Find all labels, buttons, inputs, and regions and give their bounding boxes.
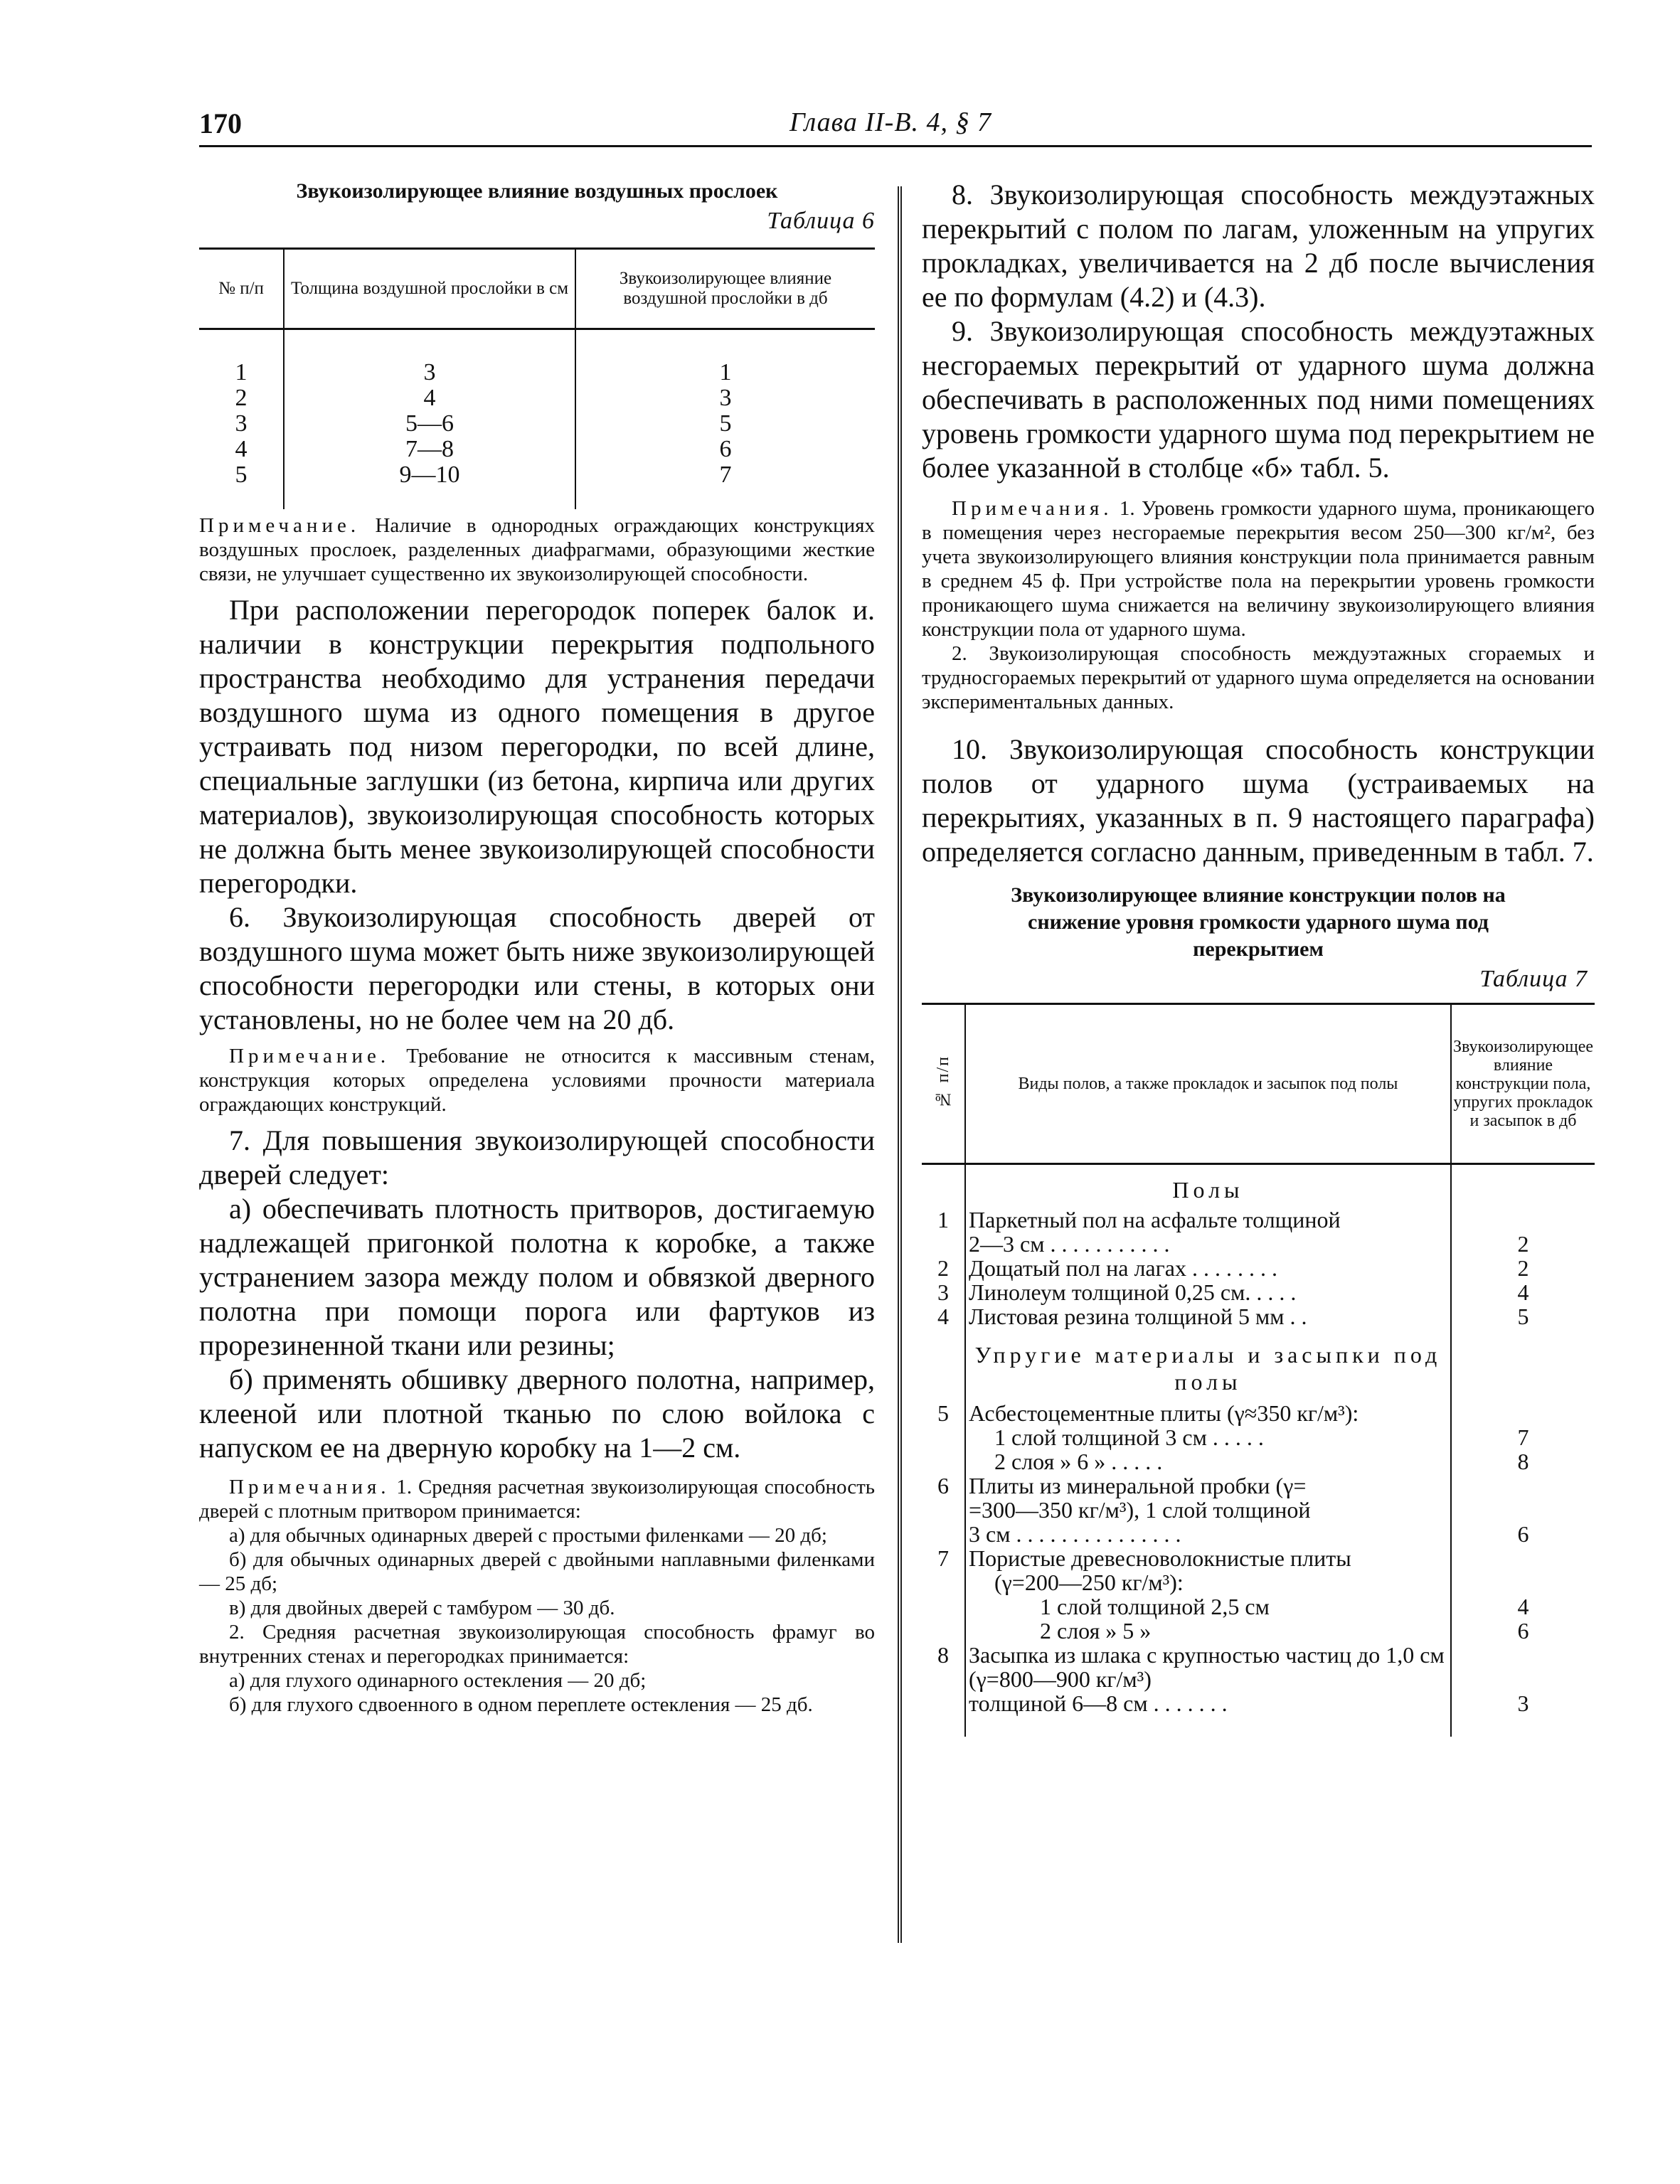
note-text: 1. Средняя расчетная звукоизолирующая способность дверей с плотным притвором принимается: [199, 1476, 875, 1523]
table7-label: Таблица 7 [1479, 966, 1588, 992]
table6-cell: 3 [719, 385, 732, 411]
row-value [1451, 1643, 1595, 1715]
row-value [1451, 1208, 1595, 1256]
row-number: 6 [922, 1474, 965, 1546]
row-value-line: 2 [1517, 1231, 1529, 1257]
note-label: Примечания. [229, 1476, 390, 1498]
table6-cell: 3 [199, 411, 284, 437]
paragraph-10: 10. Звукоизолирующая способность конструкции полов от ударного шума (устраиваемых на перекрытиях, указанных в п. 9 настоящего параграфа) определяется согласно данным, приведенным в табл. 7. [922, 733, 1595, 868]
note-item: б) для глухого сдвоенного в одном переплете остекления — 25 дб. [229, 1693, 813, 1716]
table-row [922, 1304, 1595, 1328]
paragraph-7a: а) обеспечивать плотность притворов, достигаемую надлежащей пригонкой полотна к коробке, а также устранением зазора между полом и обвязкой дверного полотна при помощи порога или фартуков из прорезиненной ткани или резины; [199, 1193, 875, 1361]
table6-cell: 2 [199, 385, 284, 411]
row-number: 3 [922, 1280, 965, 1304]
table6-header-effect: Звукоизолирующее влияние воздушной прослойки в дб [575, 249, 875, 329]
table6-cell: 6 [719, 436, 732, 462]
row-description [965, 1304, 1451, 1328]
row-line: 2 слоя » 6 » . . . . . [994, 1449, 1163, 1474]
table-row [922, 1546, 1595, 1643]
paragraph-7b: б) применять обшивку дверного полотна, например, клееной или плотной тканью по слою войлока с напуском ее на дверную коробку на 1—2 см. [199, 1363, 875, 1464]
row-number: 8 [922, 1643, 965, 1715]
table-row [199, 360, 875, 385]
table-row [199, 437, 875, 462]
note-label: Примечание. [199, 514, 361, 537]
row-description [965, 1280, 1451, 1304]
table7-header-num [922, 1004, 965, 1164]
column-divider [898, 186, 902, 1943]
paragraph-partitions: При расположении перегородок поперек балок и. наличии в конструкции перекрытия подпольного пространства необходимо для устранения передачи воздушного шума из одного помещения в другое устраивать под низом перегородки, по всей длине, специальные заглушки (из бетона, кирпича или других материалов), звукоизолирующая способность которых не должна быть менее звукоизолирующей способности перегородки. [199, 594, 875, 899]
row-line: толщиной 6—8 см . . . . . . . [969, 1690, 1228, 1716]
table-row [922, 1474, 1595, 1546]
row-line: Пористые древесноволокнистые плиты [969, 1545, 1351, 1571]
row-line: 1 слой толщиной 2,5 см [1040, 1594, 1270, 1619]
row-value-line: 3 [1517, 1690, 1529, 1716]
notes-9 [922, 496, 1595, 641]
note-text: Наличие в однородных ограждающих конструкциях воздушных прослоек, разделенных диафрагмами, образующими жесткие связи, не улучшает существенно их звукоизолирующей способности. [199, 514, 876, 585]
note-label: Примечание. [229, 1045, 390, 1067]
row-value-line: 8 [1517, 1449, 1529, 1474]
table7-header-kinds: Виды полов, а также прокладок и засыпок под полы [965, 1004, 1451, 1164]
row-number: 1 [922, 1208, 965, 1256]
row-line: 2—3 см . . . . . . . . . . . [969, 1231, 1170, 1257]
table7 [922, 1003, 1595, 1737]
note-item: 2. Звукоизолирующая способность междуэтажных сгораемых и трудносгораемых перекрытий от ударного шума определяется на основании экспериментальных данных. [922, 642, 1595, 713]
paragraph-9: 9. Звукоизолирующая способность междуэтажных несгораемых перекрытий от ударного шума должна обеспечивать в расположенных под ними помещениях уровень громкости ударного шума под перекрытием не более указанной в столбце «б» табл. 5. [922, 315, 1595, 484]
table6-cell: 7 [719, 462, 732, 488]
table6-cell: 9—10 [284, 462, 575, 488]
row-line: Дощатый пол на лагах . . . . . . . . [969, 1255, 1277, 1281]
table7-section-floors: Полы [965, 1164, 1451, 1208]
table6-cell: 5 [719, 410, 732, 437]
table6-cell: 5 [199, 462, 284, 488]
row-number: 4 [922, 1304, 965, 1328]
table6-cell: 7—8 [284, 437, 575, 462]
note-item: а) для глухого одинарного остекления — 20 дб; [229, 1669, 647, 1692]
paragraph-7: 7. Для повышения звукоизолирующей способности дверей следует: [199, 1124, 875, 1190]
row-line: 3 см . . . . . . . . . . . . . . . [969, 1521, 1181, 1547]
table6 [199, 247, 875, 509]
row-value: 4 [1517, 1279, 1529, 1305]
table-row [922, 1643, 1595, 1715]
note-text: 1. Уровень громкости ударного шума, проникающего в помещения через несгораемые перекрытия весом 250—300 кг/м², без учета звукоизолирующего влияния конструкции пола принимается равным в среднем 45 ф. При устройстве пола на перекрытии уровень громкости проникающего шума снижается на величину звукоизолирующего влияния конструкции пола от ударного шума. [922, 497, 1595, 641]
table6-cell: 1 [719, 359, 732, 385]
running-title: Глава II-В. 4, § 7 [790, 107, 992, 137]
row-value-line [1455, 1401, 1592, 1425]
right-column [922, 178, 1595, 1737]
row-description [965, 1546, 1451, 1643]
row-description [965, 1474, 1451, 1546]
row-value [1451, 1546, 1595, 1643]
table6-cell: 1 [199, 360, 284, 385]
row-value-line: 4 [1517, 1594, 1529, 1619]
paragraph-6-note [199, 1044, 875, 1117]
page-header [199, 107, 1592, 147]
table7-caption: Звукоизолирующее влияние конструкции полов на снижение уровня громкости ударного шума под перекрытием [1011, 883, 1506, 961]
row-description [965, 1643, 1451, 1715]
table-row [199, 385, 875, 411]
row-line: Асбестоцементные плиты (γ≈350 кг/м³): [969, 1400, 1359, 1426]
row-number: 7 [922, 1546, 965, 1643]
table-row [199, 411, 875, 437]
table7-header-num-text: № п/п [934, 1055, 952, 1109]
row-line: Листовая резина толщиной 5 мм . . [969, 1304, 1307, 1329]
row-description [965, 1256, 1451, 1280]
note-text: Требование не относится к массивным стенам, конструкция которых определена условиями прочности материала ограждающих конструкций. [199, 1045, 876, 1116]
row-value-line [1455, 1208, 1592, 1232]
page-number: 170 [199, 107, 242, 139]
table6-caption: Звукоизолирующее влияние воздушных прослоек [296, 179, 778, 203]
note-item: в) для двойных дверей с тамбуром — 30 дб. [229, 1597, 615, 1619]
row-value-line [1455, 1667, 1592, 1691]
table6-header-thickness: Толщина воздушной прослойки в см [284, 249, 575, 329]
note-label: Примечания. [952, 497, 1113, 520]
row-value-line [1455, 1546, 1592, 1570]
row-line: (γ=200—250 кг/м³): [994, 1570, 1184, 1595]
note-item: 2. Средняя расчетная звукоизолирующая способность фрамуг во внутренних стенах и перегородках принимается: [199, 1621, 875, 1668]
row-description [965, 1401, 1451, 1474]
left-column [199, 178, 875, 1717]
row-number: 2 [922, 1256, 965, 1280]
row-value-line [1455, 1474, 1592, 1498]
notes-7 [199, 1475, 875, 1523]
table7-header-effect: Звукоизолирующее влияние конструкции пола, упругих прокладок и засыпок в дб [1451, 1004, 1595, 1164]
row-value [1451, 1474, 1595, 1546]
note-item: б) для обычных одинарных дверей с двойными наплавными филенками — 25 дб; [199, 1548, 875, 1595]
row-line: Линолеум толщиной 0,25 см. . . . . [969, 1279, 1297, 1305]
row-line: 2 слоя » 5 » [1040, 1618, 1152, 1644]
row-value [1451, 1401, 1595, 1474]
table7-section-elastic: Упругие материалы и засыпки под полы [965, 1328, 1451, 1401]
row-value: 2 [1517, 1255, 1529, 1281]
table6-cell: 4 [284, 385, 575, 411]
row-value-line: 7 [1517, 1424, 1529, 1450]
row-line: Засыпка из шлака с крупностью частиц до 1,0 см (γ=800—900 кг/м³) [969, 1642, 1445, 1692]
table6-note [199, 513, 875, 586]
paragraph-6: 6. Звукоизолирующая способность дверей от воздушного шума может быть ниже звукоизолирующей способности перегородки или стены, в которых они установлены, но не более чем на 20 дб. [199, 901, 875, 1035]
paragraph-8: 8. Звукоизолирующая способность междуэтажных перекрытий с полом по лагам, уложенным на упругих прокладках, увеличивается на 2 дб после вычисления ее по формулам (4.2) и (4.3). [922, 179, 1595, 313]
table-row [922, 1280, 1595, 1304]
table6-cell: 3 [284, 360, 575, 385]
row-line: Плиты из минеральной пробки (γ= [969, 1473, 1307, 1498]
table6-cell: 5—6 [284, 411, 575, 437]
row-value-line: 6 [1517, 1618, 1529, 1644]
table6-label: Таблица 6 [767, 208, 875, 234]
row-description [965, 1208, 1451, 1256]
table6-header-num: № п/п [199, 249, 284, 329]
note-item: а) для обычных одинарных дверей с простыми филенками — 20 дб; [229, 1524, 827, 1547]
row-line: Паркетный пол на асфальте толщиной [969, 1207, 1341, 1232]
table6-cell: 4 [199, 437, 284, 462]
row-number: 5 [922, 1401, 965, 1474]
row-value-line: 6 [1517, 1521, 1529, 1547]
table-row [922, 1208, 1595, 1256]
table-row [199, 462, 875, 488]
row-value-line [1455, 1570, 1592, 1594]
row-value: 5 [1517, 1304, 1529, 1329]
table-row [922, 1256, 1595, 1280]
row-line: =300—350 кг/м³), 1 слой толщиной [969, 1497, 1311, 1523]
table-row [922, 1401, 1595, 1474]
row-line: 1 слой толщиной 3 см . . . . . [994, 1424, 1264, 1450]
row-value-line [1455, 1498, 1592, 1522]
